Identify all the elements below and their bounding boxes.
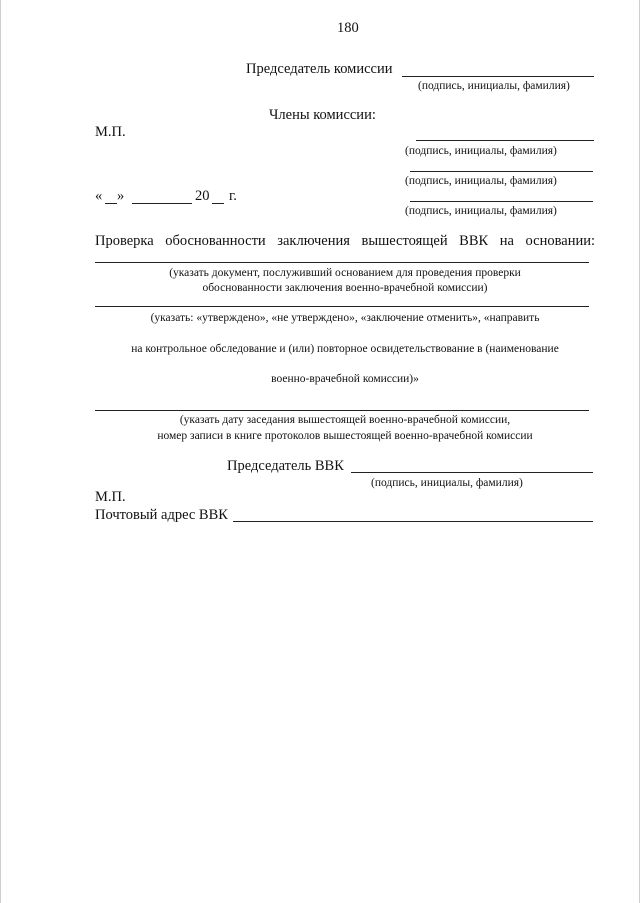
member-sign-caption-2: (подпись, инициалы, фамилия) xyxy=(405,175,557,187)
date-close-quote: » xyxy=(117,188,125,204)
vvk-chairman-sign-caption: (подпись, инициалы, фамилия) xyxy=(371,477,523,489)
date-month-blank xyxy=(132,203,192,204)
check-heading: Проверка обоснованности заключения вышестоящей ВВК на основании: xyxy=(95,233,595,249)
member-signature-line-1 xyxy=(416,140,594,141)
stamp-label-2: М.П. xyxy=(95,489,126,505)
document-caption-line-2: обоснованности заключения военно-врачебной комиссии) xyxy=(202,282,488,294)
postal-address-line xyxy=(233,521,593,522)
date-open-quote: « xyxy=(95,188,103,204)
document-line xyxy=(95,262,589,263)
member-signature-line-3 xyxy=(410,201,593,202)
member-sign-caption-3: (подпись, инициалы, фамилия) xyxy=(405,205,557,217)
decision-line xyxy=(95,306,589,307)
date-year-suffix: г. xyxy=(229,188,237,204)
date-year-prefix: 20 xyxy=(195,188,210,204)
decision-caption-line-3: военно-врачебной комиссии)» xyxy=(271,373,419,385)
chairman-label: Председатель комиссии xyxy=(246,61,393,77)
members-label: Члены комиссии: xyxy=(269,107,376,123)
page-number: 180 xyxy=(337,20,359,36)
vvk-chairman-label: Председатель ВВК xyxy=(227,458,344,474)
chairman-sign-caption: (подпись, инициалы, фамилия) xyxy=(418,80,570,92)
decision-caption-line-1: (указать: «утверждено», «не утверждено», «заключение отменить», «направить xyxy=(150,312,540,324)
member-sign-caption-1: (подпись, инициалы, фамилия) xyxy=(405,145,557,157)
postal-address-label: Почтовый адрес ВВК xyxy=(95,507,228,523)
chairman-signature-line xyxy=(402,76,594,77)
meeting-caption-line-1: (указать дату заседания вышестоящей военно-врачебной комиссии, xyxy=(179,414,511,426)
member-signature-line-2 xyxy=(410,171,593,172)
date-year-blank xyxy=(212,203,224,204)
document-caption-line-1: (указать документ, послуживший основанием для проведения проверки xyxy=(169,267,521,279)
meeting-caption-line-2: номер записи в книге протоколов вышестоящей военно-врачебной комиссии xyxy=(157,430,533,442)
vvk-chairman-signature-line xyxy=(351,472,593,473)
decision-caption-line-2: на контрольное обследование и (или) повторное освидетельствование в (наименование xyxy=(131,343,559,355)
date-day-blank xyxy=(105,203,117,204)
meeting-line xyxy=(95,410,589,411)
stamp-label: М.П. xyxy=(95,124,126,140)
